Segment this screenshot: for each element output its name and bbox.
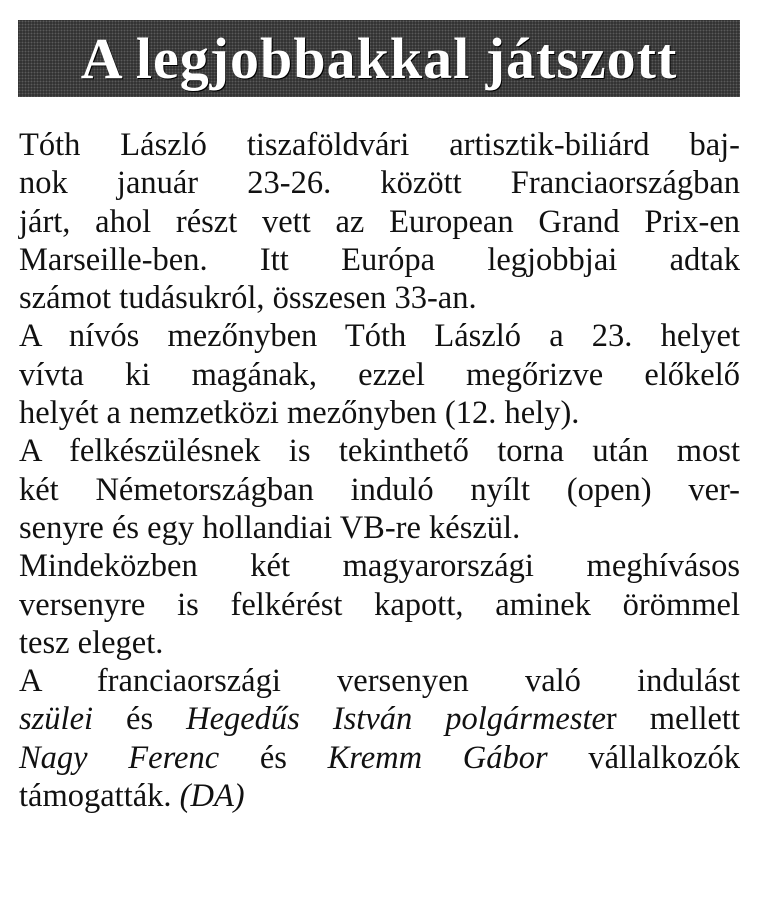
text-line: vívta ki magának, ezzel megőrizve előkelő bbox=[19, 356, 740, 393]
text-fragment: támogatták. bbox=[19, 778, 180, 815]
text-line: nok január 23-26. között Franciaországban bbox=[19, 165, 740, 202]
text-line: A franciaországi versenyen való indulást bbox=[19, 663, 740, 700]
text-line: két Németországban induló nyílt (open) ver- bbox=[19, 471, 740, 508]
paragraph-1 bbox=[19, 126, 740, 317]
italic-name: szülei bbox=[19, 701, 94, 738]
text-line-mixed bbox=[19, 739, 740, 777]
text-line-mixed bbox=[19, 700, 740, 738]
italic-name: Nagy Ferenc bbox=[19, 739, 220, 776]
text-line: Mindeközben két magyarországi meghívásos bbox=[19, 548, 740, 585]
text-fragment: vállalkozók bbox=[547, 739, 740, 776]
paragraph-4 bbox=[19, 547, 740, 662]
italic-name: Hegedűs István polgármeste bbox=[186, 701, 606, 738]
headline-banner bbox=[18, 20, 740, 97]
text-line: A felkészülésnek is tekinthető torna után most bbox=[19, 433, 740, 470]
text-line: senyre és egy hollandiai VB-re készül. bbox=[19, 509, 521, 546]
author-initials: (DA) bbox=[179, 778, 245, 815]
text-line: számot tudásukról, összesen 33-an. bbox=[19, 280, 477, 317]
text-line: A nívós mezőnyben Tóth László a 23. helyet bbox=[19, 318, 740, 355]
text-line: Tóth László tiszaföldvári artisztik-biliárd baj- bbox=[19, 127, 740, 163]
text-fragment: r mellett bbox=[605, 701, 740, 738]
paragraph-5 bbox=[19, 662, 740, 815]
article-body bbox=[19, 126, 740, 815]
paragraph-3 bbox=[19, 432, 740, 547]
text-line: tesz eleget. bbox=[19, 624, 164, 661]
paragraph-2 bbox=[19, 317, 740, 432]
text-line: Marseille-ben. Itt Európa legjobbjai adtak bbox=[19, 241, 740, 278]
text-line-mixed bbox=[19, 777, 740, 815]
headline: A legjobbakkal játszott bbox=[80, 26, 678, 91]
text-line: helyét a nemzetközi mezőnyben (12. hely). bbox=[19, 395, 580, 432]
text-fragment: és bbox=[219, 739, 328, 776]
text-fragment: és bbox=[93, 701, 187, 738]
text-line: versenyre is felkérést kapott, aminek örömmel bbox=[19, 586, 740, 623]
text-line: járt, ahol részt vett az European Grand Prix-en bbox=[19, 203, 740, 240]
italic-name: Kremm Gábor bbox=[327, 739, 548, 776]
